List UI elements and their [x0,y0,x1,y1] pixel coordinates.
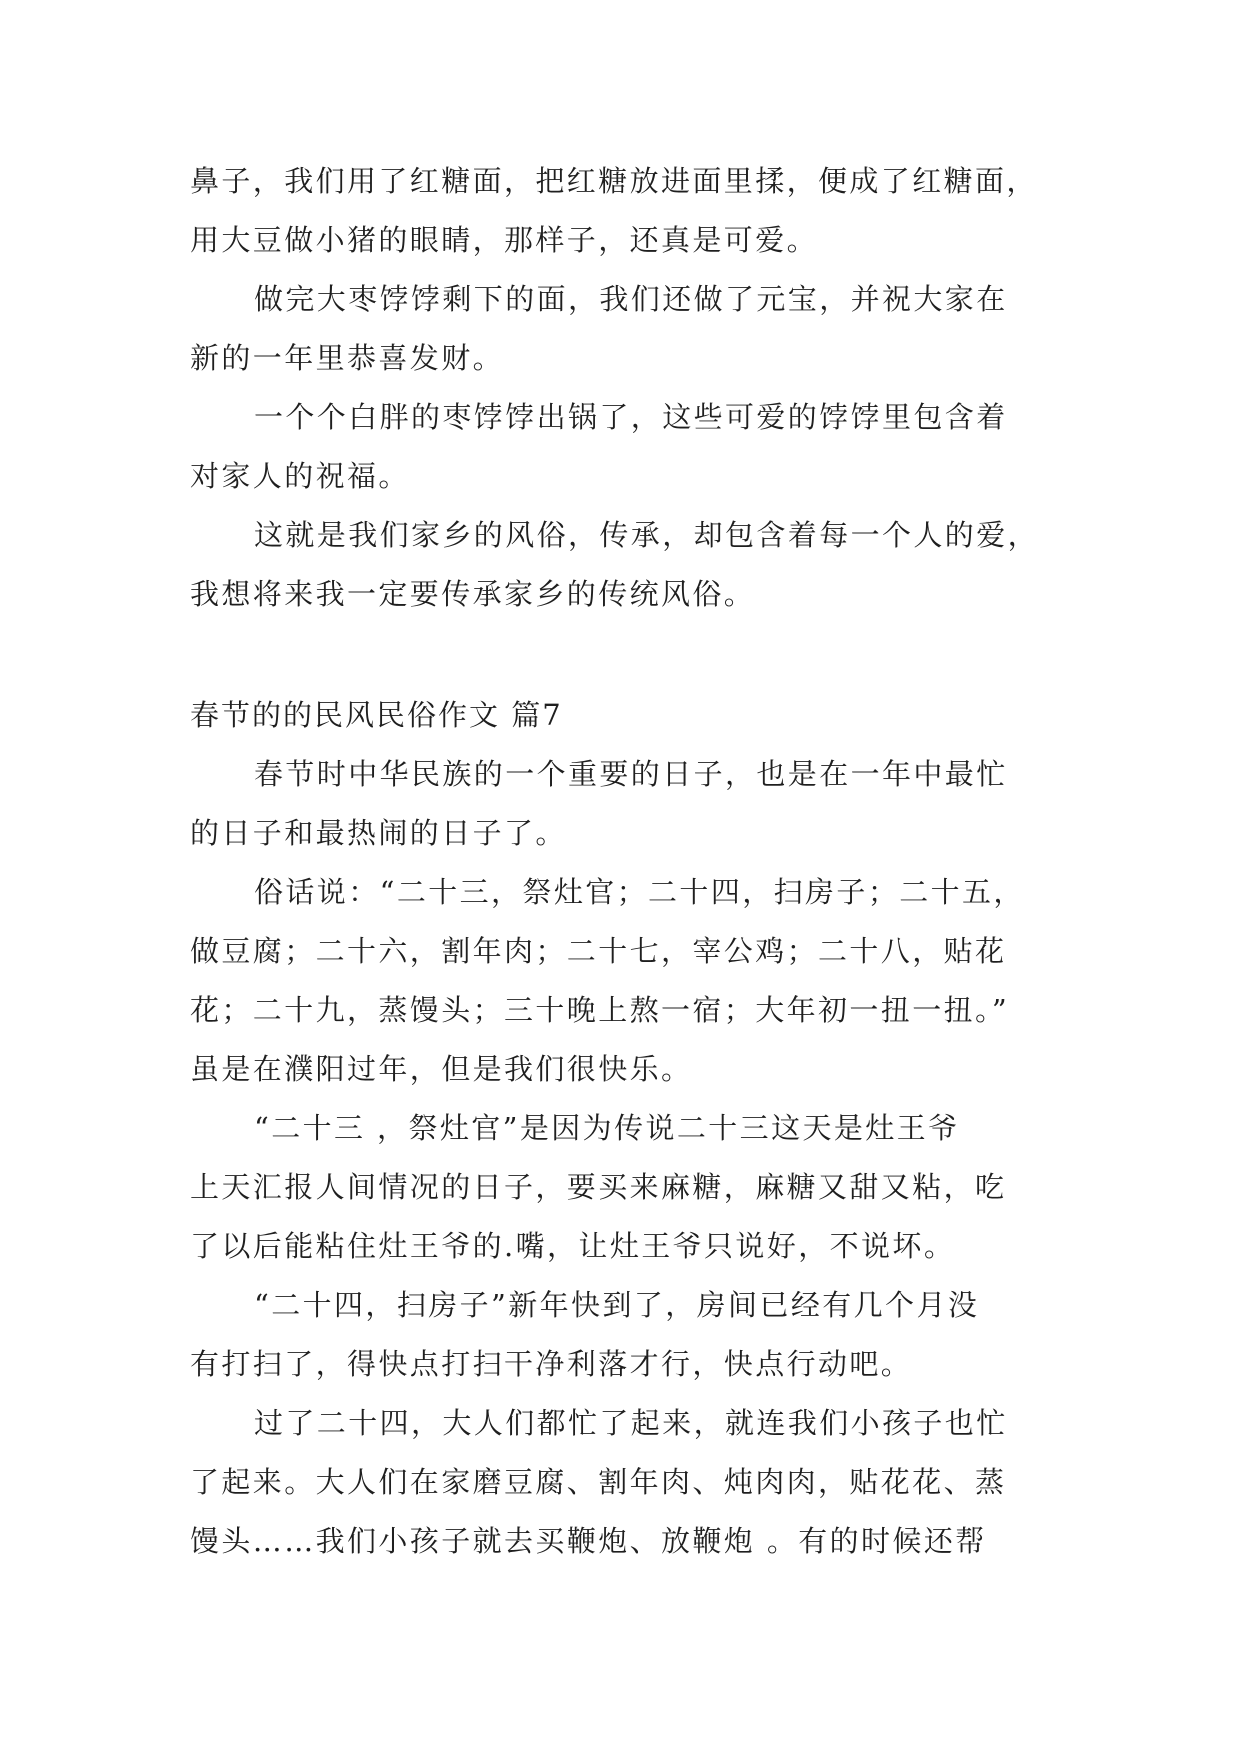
text-line: 对家人的祝福。 [190,459,410,493]
text-line: 做豆腐；二十六，割年肉；二十七，宰公鸡；二十八，贴花 [190,934,1007,968]
paragraph-start-line: 这就是我们家乡的风俗，传承，却包含着每一个人的爱， [254,518,1040,552]
text-line: 馒头……我们小孩子就去买鞭炮、放鞭炮 。有的时候还帮 [190,1524,987,1558]
section-title: 春节的的民风民俗作文 篇7 [190,698,563,732]
top-section [190,152,1052,624]
text-line: 了以后能粘住灶王爷的.嘴，让灶王爷只说好，不说坏。 [190,1229,956,1263]
paragraph-start-line: 春节时中华民族的一个重要的日子，也是在一年中最忙 [254,757,1008,791]
paragraph-start-line: 一个个白胖的枣饽饽出锅了，这些可爱的饽饽里包含着 [254,400,1008,434]
paragraph-start-line: 做完大枣饽饽剩下的面，我们还做了元宝，并祝大家在 [254,282,1008,316]
text-line: 鼻子，我们用了红糖面，把红糖放进面里揉，便成了红糖面， [190,164,1038,198]
paragraph-start-line: 俗话说：“二十三，祭灶官；二十四，扫房子；二十五， [254,875,1025,909]
text-line: 我想将来我一定要传承家乡的传统风俗。 [190,577,756,611]
text-line: 新的一年里恭喜发财。 [190,341,505,375]
paragraph-start-line: “二十三 ，祭灶官”是因为传说二十三这天是灶王爷 [254,1111,960,1145]
text-line: 虽是在濮阳过年，但是我们很快乐。 [190,1052,693,1086]
text-line: 有打扫了，得快点打扫干净利落才行，快点行动吧。 [190,1347,913,1381]
text-line: 的日子和最热闹的日子了。 [190,816,567,850]
paragraph-start-line: 过了二十四，大人们都忙了起来，就连我们小孩子也忙 [254,1406,1008,1440]
text-line: 上天汇报人间情况的日子，要买来麻糖，麻糖又甜又粘，吃 [190,1170,1007,1204]
bottom-section [190,745,1052,1571]
paragraph-start-line: “二十四，扫房子”新年快到了，房间已经有几个月没 [254,1288,980,1322]
text-line: 用大豆做小猪的眼睛，那样子，还真是可爱。 [190,223,819,257]
text-line: 花；二十九，蒸馒头；三十晚上熬一宿；大年初一扭一扭。” [190,993,1010,1027]
text-line: 了起来。大人们在家磨豆腐、割年肉、炖肉肉，贴花花、蒸 [190,1465,1007,1499]
